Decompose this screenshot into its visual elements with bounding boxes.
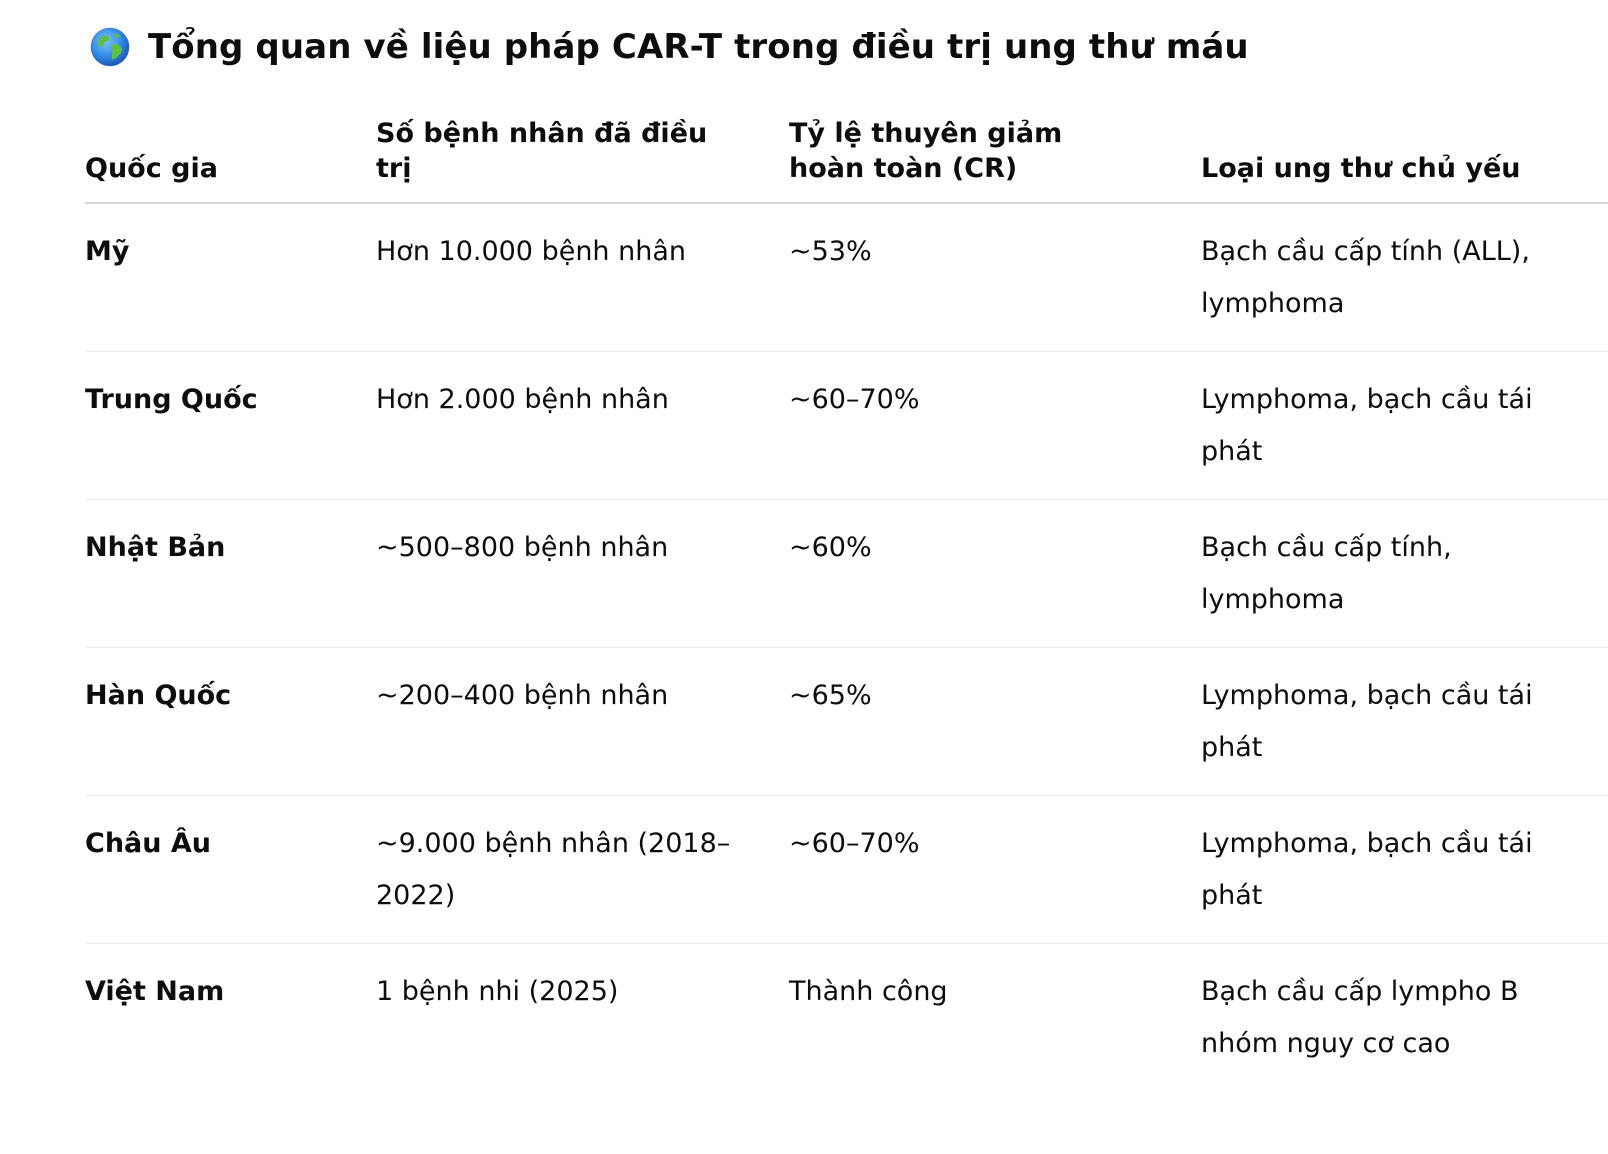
cell-cancer-type: Bạch cầu cấp tính (ALL), lymphoma	[1201, 203, 1608, 351]
cell-patients: Hơn 2.000 bệnh nhân	[376, 351, 789, 499]
cell-cr-rate: ~65%	[789, 647, 1201, 795]
header-main-cancer-type: Loại ung thư chủ yếu	[1201, 96, 1608, 203]
cell-cancer-type: Lymphoma, bạch cầu tái phát	[1201, 647, 1608, 795]
cell-patients: ~9.000 bệnh nhân (2018–2022)	[376, 795, 789, 943]
cell-country: Nhật Bản	[85, 499, 376, 647]
table-row	[85, 203, 1608, 351]
header-patients-treated: Số bệnh nhân đã điều trị	[376, 96, 789, 203]
cart-therapy-table	[85, 96, 1608, 1091]
page-title: Tổng quan về liệu pháp CAR-T trong điều trị ung thư máu	[148, 27, 1249, 67]
cell-country: Mỹ	[85, 203, 376, 351]
cell-cr-rate: ~60%	[789, 499, 1201, 647]
table-row	[85, 351, 1608, 499]
cell-patients: ~500–800 bệnh nhân	[376, 499, 789, 647]
cell-cr-rate: ~60–70%	[789, 795, 1201, 943]
title-row	[90, 22, 1249, 72]
header-complete-remission-rate: Tỷ lệ thuyên giảm hoàn toàn (CR)	[789, 96, 1201, 203]
table-row	[85, 647, 1608, 795]
cell-cr-rate: ~60–70%	[789, 351, 1201, 499]
cell-country: Hàn Quốc	[85, 647, 376, 795]
cell-country: Việt Nam	[85, 975, 225, 1007]
cell-country: Châu Âu	[85, 795, 376, 943]
cell-cancer-type: Lymphoma, bạch cầu tái phát	[1201, 795, 1608, 943]
table-header-row	[85, 96, 1608, 203]
cell-patients: 1 bệnh nhi (2025)	[376, 975, 619, 1007]
cell-patients: ~200–400 bệnh nhân	[376, 647, 789, 795]
table-row	[85, 499, 1608, 647]
table-row	[85, 943, 1608, 1091]
cell-cancer-type: Bạch cầu cấp lympho B nhóm nguy cơ cao	[1201, 975, 1519, 1059]
cell-cr-rate: Thành công	[789, 975, 948, 1007]
cell-cr-rate: ~53%	[789, 203, 1201, 351]
header-country: Quốc gia	[85, 96, 376, 203]
table-row	[85, 795, 1608, 943]
cell-patients: Hơn 10.000 bệnh nhân	[376, 203, 789, 351]
cell-country: Trung Quốc	[85, 351, 376, 499]
cell-cancer-type: Lymphoma, bạch cầu tái phát	[1201, 351, 1608, 499]
cell-cancer-type: Bạch cầu cấp tính, lymphoma	[1201, 499, 1608, 647]
globe-icon	[90, 27, 130, 67]
